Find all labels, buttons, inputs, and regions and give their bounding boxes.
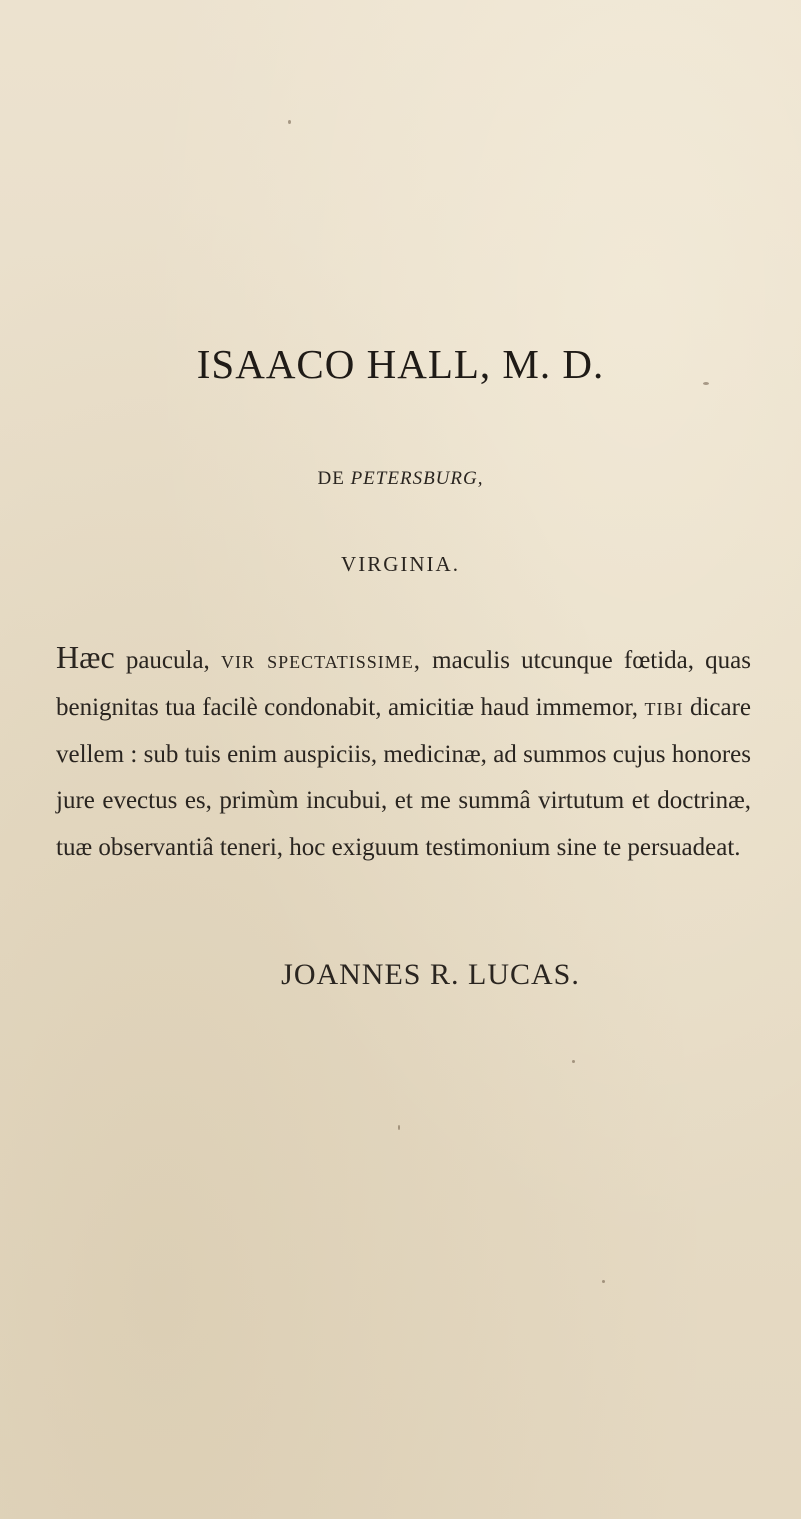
city-name: PETERSBURG,: [350, 468, 484, 489]
dedication-paragraph: [56, 634, 751, 872]
from-prefix: DE: [317, 468, 345, 489]
paper-speck: [572, 1060, 575, 1063]
paper-speck: [398, 1125, 400, 1130]
paper-speck: [602, 1280, 605, 1283]
dedication-smallcaps-1: vir spectatissime,: [220, 647, 421, 674]
dedication-smallcaps-2: tibi: [644, 693, 684, 721]
paper-speck: [288, 120, 291, 124]
paper-speck: [703, 382, 709, 385]
dedicatee-city-line: [0, 468, 801, 490]
dedicatee-name: ISAACO HALL, M. D.: [196, 341, 605, 387]
dedication-initial: Hæc: [56, 639, 115, 675]
dedication-text-3: dicare vellem : sub tuis enim auspiciis, medicinæ, ad summos cujus honores jure evectus es, primùm incubui, et me summâ virtutum et doctrinæ, tuæ observantiâ teneri, hoc exiguum testimonium sine te persuadeat.: [56, 693, 751, 862]
dedication-text-1: paucula,: [114, 647, 221, 674]
dedicatee-state: VIRGINIA.: [341, 552, 460, 576]
author-signature: JOANNES R. LUCAS.: [281, 958, 580, 991]
dedication-text-2: maculis utcunque fœtida, quas benignitas tua facilè condonabit, amicitiæ haud immemor,: [56, 647, 752, 721]
